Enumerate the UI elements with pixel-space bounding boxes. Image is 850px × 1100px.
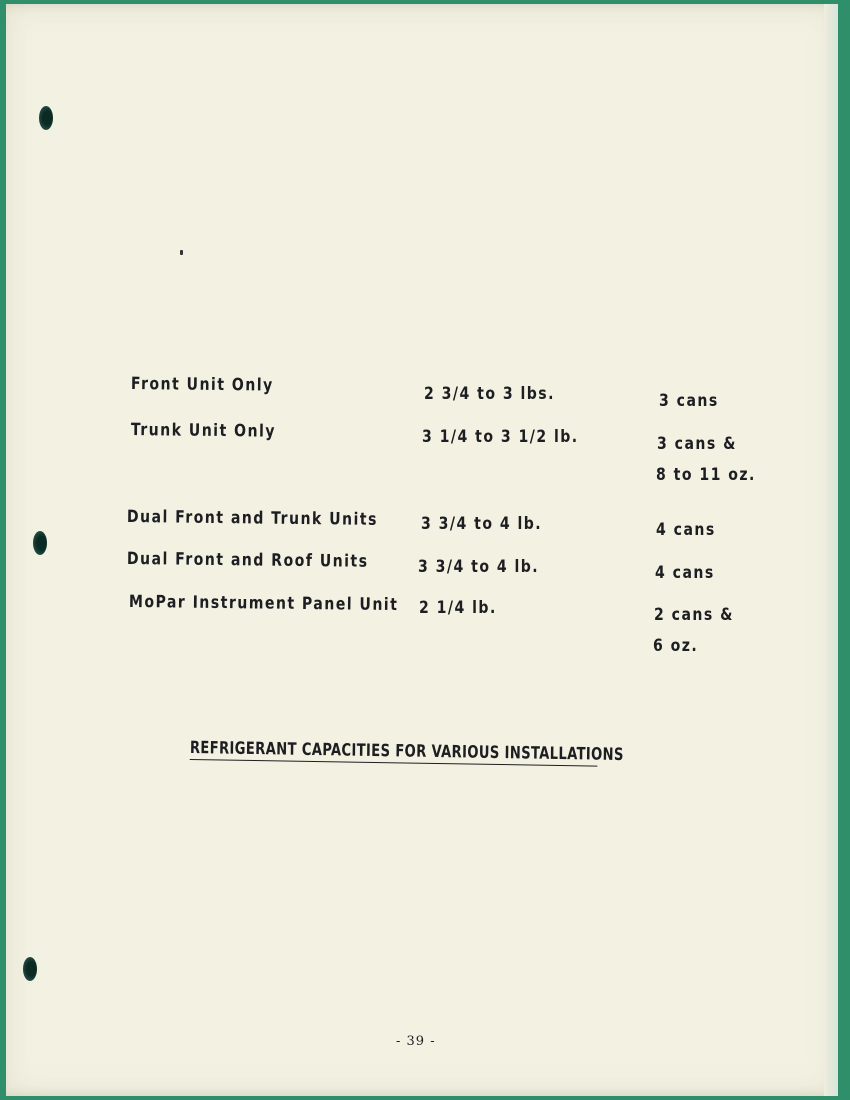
- cans-quantity: 4 cans: [655, 563, 715, 583]
- punch-hole: [33, 531, 47, 555]
- installation-label: Dual Front and Trunk Units: [126, 507, 379, 530]
- cans-quantity: 2 cans &: [654, 605, 734, 625]
- page-number: - 39 -: [396, 1034, 436, 1049]
- cans-quantity: 3 cans: [659, 391, 719, 411]
- refrigerant-weight: 3 1/4 to 3 1/2 lb.: [422, 427, 579, 447]
- cans-quantity: 3 cans &: [657, 434, 737, 454]
- punch-hole: [39, 106, 53, 130]
- refrigerant-weight: 2 1/4 lb.: [419, 598, 497, 618]
- installation-label: Front Unit Only: [130, 374, 274, 396]
- table-title: REFRIGERANT CAPACITIES FOR VARIOUS INSTALLATIONS: [189, 738, 624, 766]
- stray-ink-mark: [180, 250, 183, 255]
- installation-label: Dual Front and Roof Units: [126, 549, 369, 572]
- installation-label: MoPar Instrument Panel Unit: [128, 592, 399, 616]
- refrigerant-weight: 2 3/4 to 3 lbs.: [424, 384, 555, 404]
- cans-extra-ounces: 8 to 11 oz.: [656, 465, 756, 485]
- installation-label: Trunk Unit Only: [130, 420, 277, 442]
- cans-extra-ounces: 6 oz.: [653, 636, 699, 656]
- refrigerant-weight: 3 3/4 to 4 lb.: [421, 514, 543, 534]
- punch-hole: [23, 957, 37, 981]
- cans-quantity: 4 cans: [656, 520, 716, 540]
- page-edge: [824, 4, 838, 1096]
- refrigerant-weight: 3 3/4 to 4 lb.: [418, 557, 540, 577]
- document-page: [6, 4, 838, 1096]
